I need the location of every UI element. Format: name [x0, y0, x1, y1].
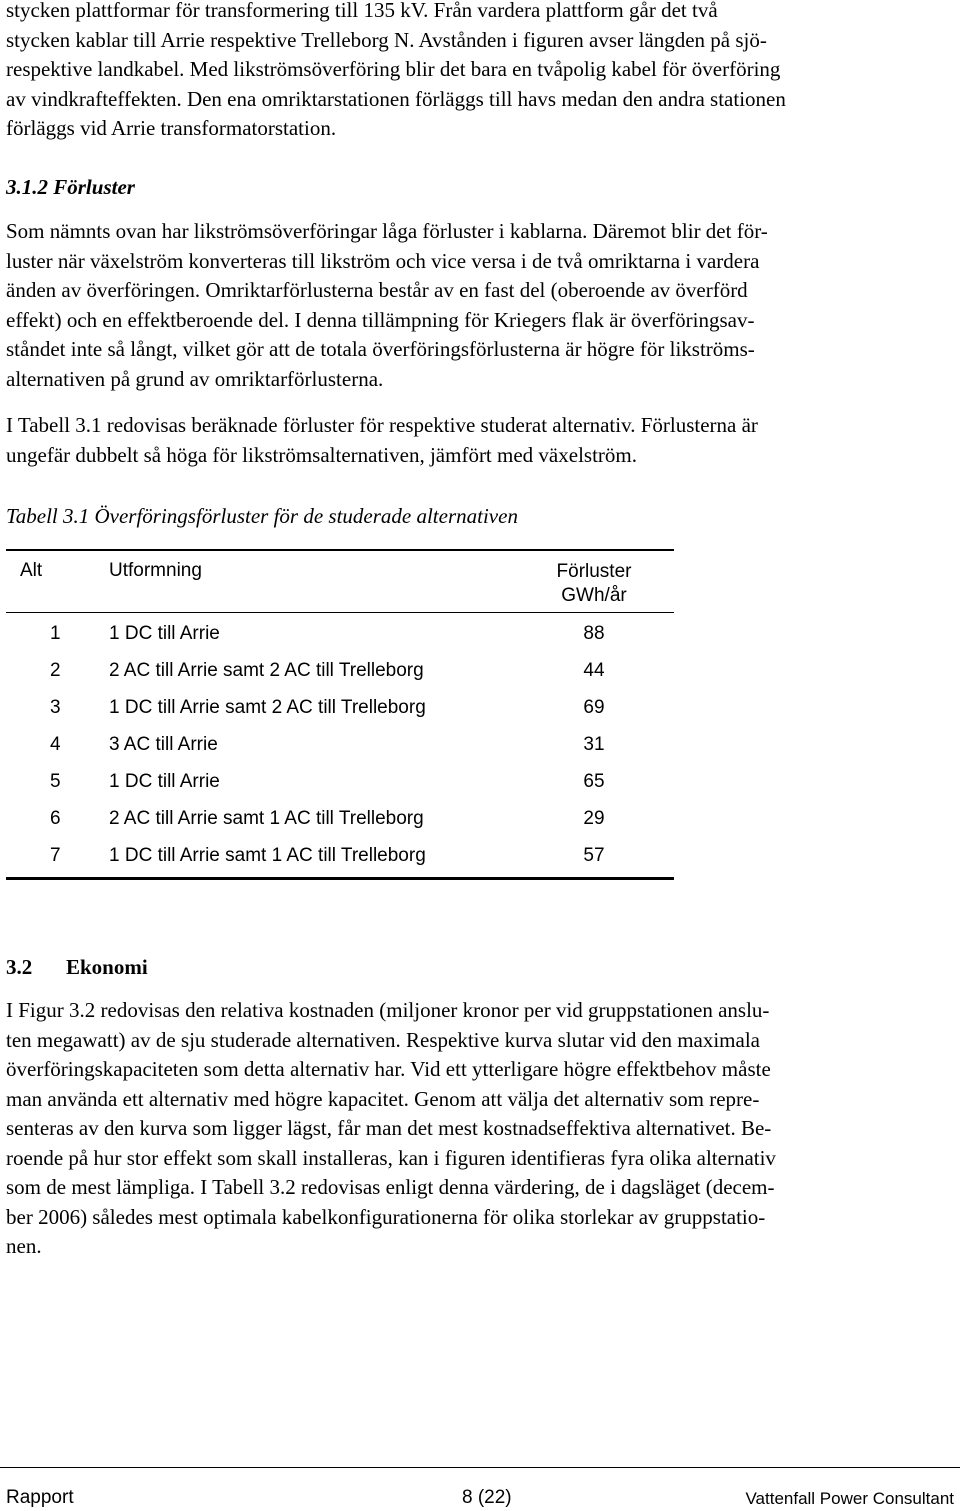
cell-loss: 69 — [583, 697, 605, 718]
cell-design: 3 AC till Arrie — [109, 734, 218, 755]
column-header-losses — [536, 560, 652, 608]
footer-company: Vattenfall Power Consultant — [745, 1489, 954, 1508]
cell-alt: 6 — [50, 808, 61, 829]
section-heading-3-2 — [6, 955, 148, 980]
text-line: man använda ett alternativ med högre kapacitet. Genom att välja det alternativ som repre- — [6, 1086, 760, 1111]
intro-paragraph — [6, 0, 954, 144]
text-line: stycken plattformar för transformering till 135 kV. Från vardera plattform går det två — [6, 0, 718, 22]
cell-design: 2 AC till Arrie samt 2 AC till Trelleborg — [109, 660, 424, 681]
footer-rule — [0, 1467, 960, 1468]
text-line: Som nämnts ovan har likströmsöverföringar låga förluster i kablarna. Däremot blir det för- — [6, 219, 768, 243]
text-line: av vindkrafteffekten. Den ena omriktarstationen förläggs till havs medan den andra stationen — [6, 86, 786, 111]
table-bottom-rule — [6, 877, 674, 880]
text-line: effekt) och en effektberoende del. I denna tillämpning för Kriegers flak är överföringsav- — [6, 307, 755, 332]
text-line: I Figur 3.2 redovisas den relativa kostnaden (miljoner kronor per vid gruppstationen anslu- — [6, 998, 770, 1022]
cell-design: 1 DC till Arrie samt 2 AC till Trelleborg — [109, 697, 426, 718]
text-line: I Tabell 3.1 redovisas beräknade förluster för respektive studerat alternativ. Förlusterna är — [6, 413, 758, 437]
text-line: stycken kablar till Arrie respektive Trelleborg N. Avstånden i figuren avser längden på sjö- — [6, 27, 767, 52]
cell-design: 1 DC till Arrie samt 1 AC till Trelleborg — [109, 845, 426, 866]
cell-design: 2 AC till Arrie samt 1 AC till Trelleborg — [109, 808, 424, 829]
cell-design: 1 DC till Arrie — [109, 623, 220, 644]
section-number: 3.2 — [6, 955, 33, 979]
cell-loss: 29 — [583, 808, 605, 829]
cell-loss: 31 — [583, 734, 605, 755]
table-top-rule — [6, 549, 674, 551]
table-reference-paragraph — [6, 411, 954, 470]
column-header-losses-label: Förluster — [556, 561, 632, 582]
table-header-rule — [6, 612, 674, 613]
table-row — [6, 771, 674, 808]
footer-page-number: 8 (22) — [462, 1487, 512, 1508]
text-line: nen. — [6, 1234, 42, 1258]
text-line: roende på hur stor effekt som skall installeras, kan i figuren identifieras fyra olika alternativ — [6, 1145, 776, 1170]
cell-alt: 5 — [50, 771, 61, 792]
section-title: Ekonomi — [66, 955, 148, 979]
column-header-design: Utformning — [109, 560, 202, 581]
table-row — [6, 808, 674, 845]
text-line: alternativen på grund av omriktarförlusterna. — [6, 366, 384, 391]
table-row — [6, 660, 674, 697]
text-line: respektive landkabel. Med likströmsöverföring blir det bara en tvåpolig kabel för överföring — [6, 57, 781, 81]
cell-alt: 3 — [50, 697, 61, 718]
table-caption: Tabell 3.1 Överföringsförluster för de studerade alternativen — [6, 504, 518, 528]
text-line: luster när växelström konverteras till likström och vice versa i de två omriktarna i vardera — [6, 248, 760, 273]
cell-alt: 1 — [50, 623, 61, 644]
text-line: som de mest lämpliga. I Tabell 3.2 redovisas enligt denna värdering, de i dagsläget (decem- — [6, 1175, 775, 1199]
cell-alt: 7 — [50, 845, 61, 866]
section-heading-3-1-2: 3.1.2 Förluster — [6, 175, 135, 199]
footer-report-label: Rapport — [6, 1487, 74, 1508]
economy-paragraph — [6, 996, 954, 1262]
text-line: överföringskapaciteten som detta alternativ har. Vid ett ytterligare högre effektbehov måste — [6, 1057, 771, 1081]
cell-alt: 2 — [50, 660, 61, 681]
text-line: ber 2006) således mest optimala kabelkonfigurationerna för olika storlekar av gruppstatio- — [6, 1204, 766, 1229]
cell-alt: 4 — [50, 734, 61, 755]
text-line: ten megawatt) av de sju studerade alternativen. Respektive kurva slutar vid den maximala — [6, 1027, 760, 1052]
cell-loss: 44 — [583, 660, 605, 681]
losses-paragraph — [6, 217, 954, 394]
column-header-alt: Alt — [20, 560, 43, 581]
table-row — [6, 697, 674, 734]
text-line: ungefär dubbelt så höga för likströmsalternativen, jämfört med växelström. — [6, 442, 637, 467]
table-row — [6, 623, 674, 660]
cell-loss: 88 — [583, 623, 605, 644]
column-header-losses-unit: GWh/år — [561, 585, 627, 606]
cell-design: 1 DC till Arrie — [109, 771, 220, 792]
text-line: ståndet inte så långt, vilket gör att de totala överföringsförlusterna är högre för likströms- — [6, 337, 755, 361]
table-row — [6, 734, 674, 771]
cell-loss: 57 — [583, 845, 605, 866]
text-line: änden av överföringen. Omriktarförlusterna består av en fast del (oberoende av överförd — [6, 278, 748, 302]
text-line: senteras av den kurva som ligger lägst, får man det mest kostnadseffektiva alternativet. Be- — [6, 1116, 772, 1140]
cell-loss: 65 — [583, 771, 605, 792]
text-line: förläggs vid Arrie transformatorstation. — [6, 116, 337, 140]
